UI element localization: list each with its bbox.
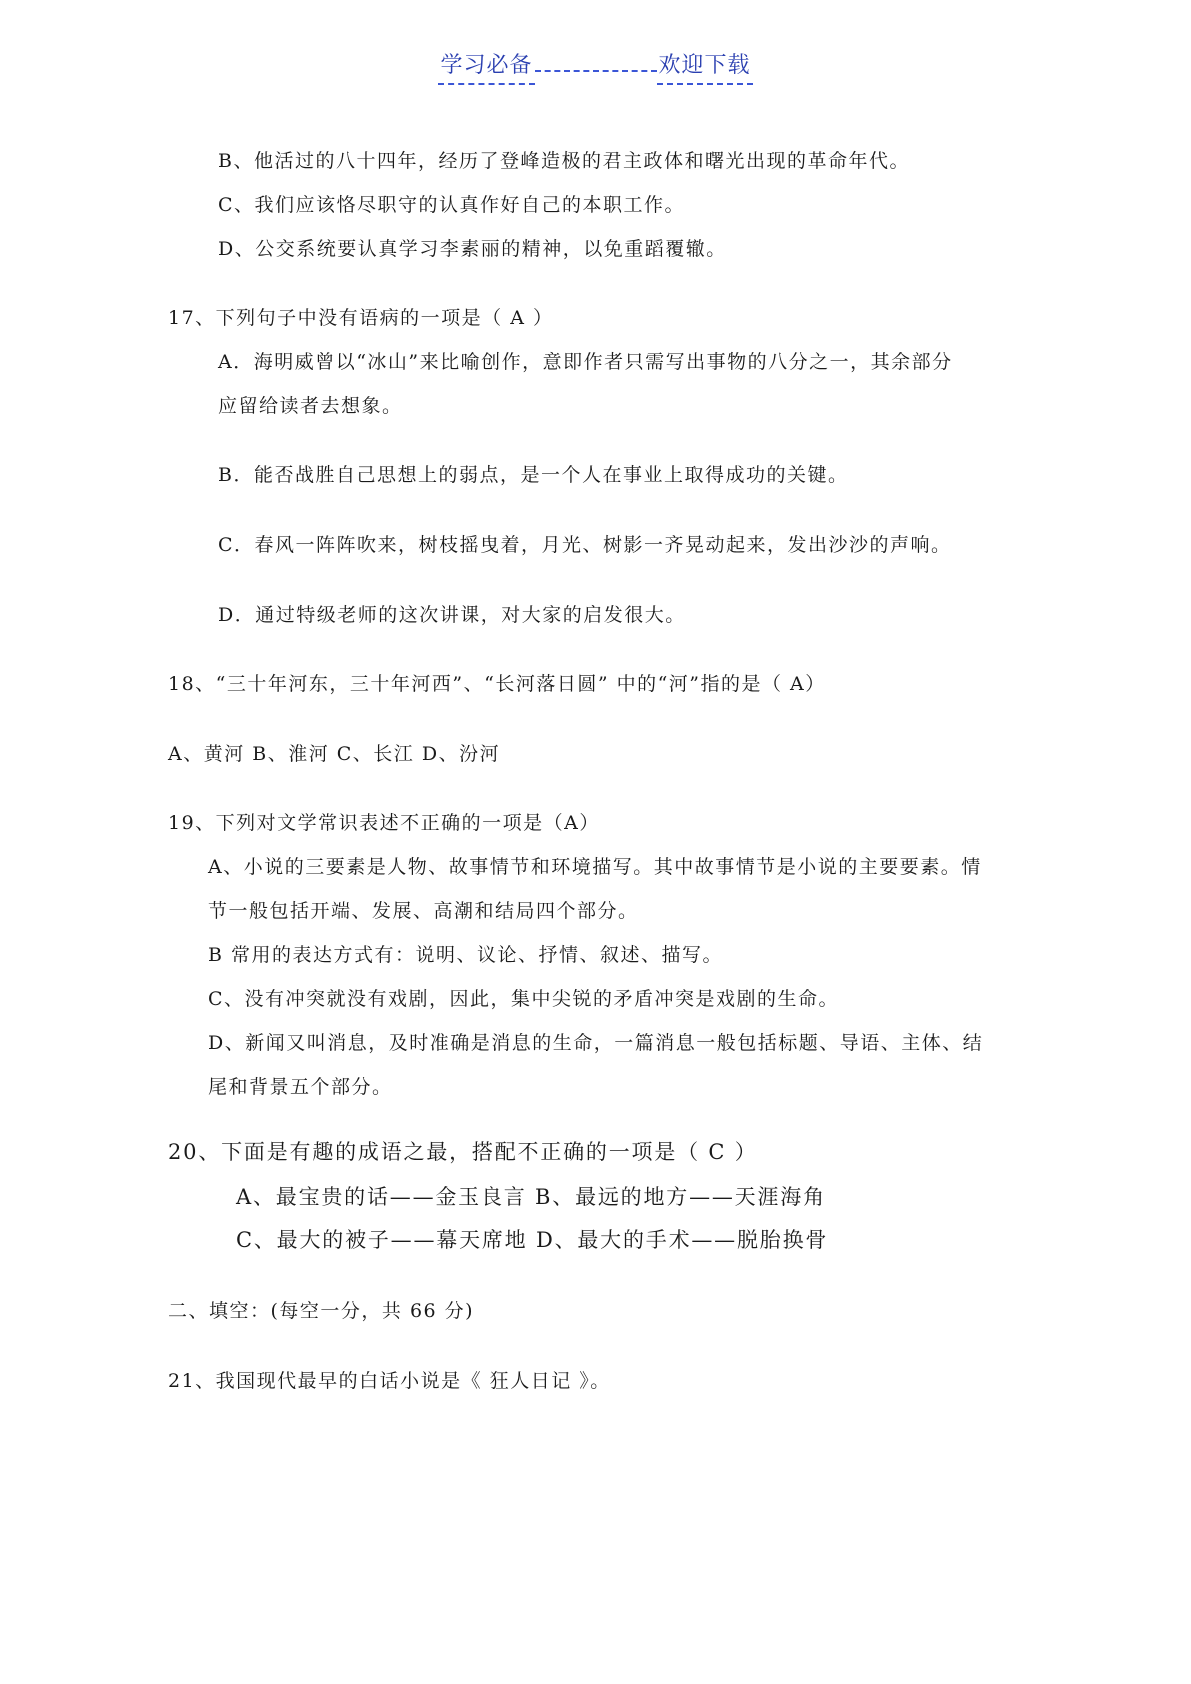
header-left: 学习必备 [438,48,534,85]
q16-option-b: B、他活过的八十四年，经历了登峰造极的君主政体和曙光出现的革命年代。 [218,150,910,172]
q18-stem: 18、“三十年河东，三十年河西”、“长河落日圆” 中的“河”指的是（ A） [168,673,826,695]
q20-stem: 20、下面是有趣的成语之最，搭配不正确的一项是（ C ） [168,1140,758,1164]
q17-option-a-line1: A．海明威曾以“冰山”来比喻创作，意即作者只需写出事物的八分之一，其余部分 [218,351,953,373]
page-header [0,48,1191,85]
q17-option-c: C．春风一阵阵吹来，树枝摇曳着，月光、树影一齐晃动起来，发出沙沙的声响。 [218,534,952,556]
section-2-title: 二、填空：(每空一分，共 66 分) [168,1300,475,1322]
q17-option-b: B．能否战胜自己思想上的弱点，是一个人在事业上取得成功的关键。 [218,464,849,486]
q17-option-d: D．通过特级老师的这次讲课，对大家的启发很大。 [218,604,686,626]
q19-option-d-line2: 尾和背景五个部分。 [208,1076,393,1098]
q20-options-row2: C、最大的被子——幕天席地 D、最大的手术——脱胎换骨 [236,1228,829,1252]
q18-options: A、黄河 B、淮河 C、长江 D、汾河 [168,743,501,765]
q19-option-c: C、没有冲突就没有戏剧，因此，集中尖锐的矛盾冲突是戏剧的生命。 [208,988,840,1010]
q21-stem: 21、我国现代最早的白话小说是《 狂人日记 》。 [168,1370,611,1392]
q17-option-a-line2: 应留给读者去想象。 [218,395,403,417]
q19-stem: 19、下列对文学常识表述不正确的一项是（A） [168,812,600,834]
q19-option-d-line1: D、新闻又叫消息，及时准确是消息的生命，一篇消息一般包括标题、导语、主体、结 [208,1032,984,1054]
q16-option-d: D、公交系统要认真学习李素丽的精神，以免重蹈覆辙。 [218,238,727,260]
q17-stem: 17、下列句子中没有语病的一项是（ A ） [168,307,554,329]
q19-option-a-line2: 节一般包括开端、发展、高潮和结局四个部分。 [208,900,639,922]
q16-option-c: C、我们应该恪尽职守的认真作好自己的本职工作。 [218,194,686,216]
q19-option-a-line1: A、小说的三要素是人物、故事情节和环境描写。其中故事情节是小说的主要要素。情 [208,856,982,878]
header-right: 欢迎下载 [657,48,753,85]
q20-options-row1: A、最宝贵的话——金玉良言 B、最远的地方——天涯海角 [236,1185,826,1209]
q19-option-b: B 常用的表达方式有：说明、议论、抒情、叙述、描写。 [208,944,724,966]
header-dash-gap [535,66,657,72]
